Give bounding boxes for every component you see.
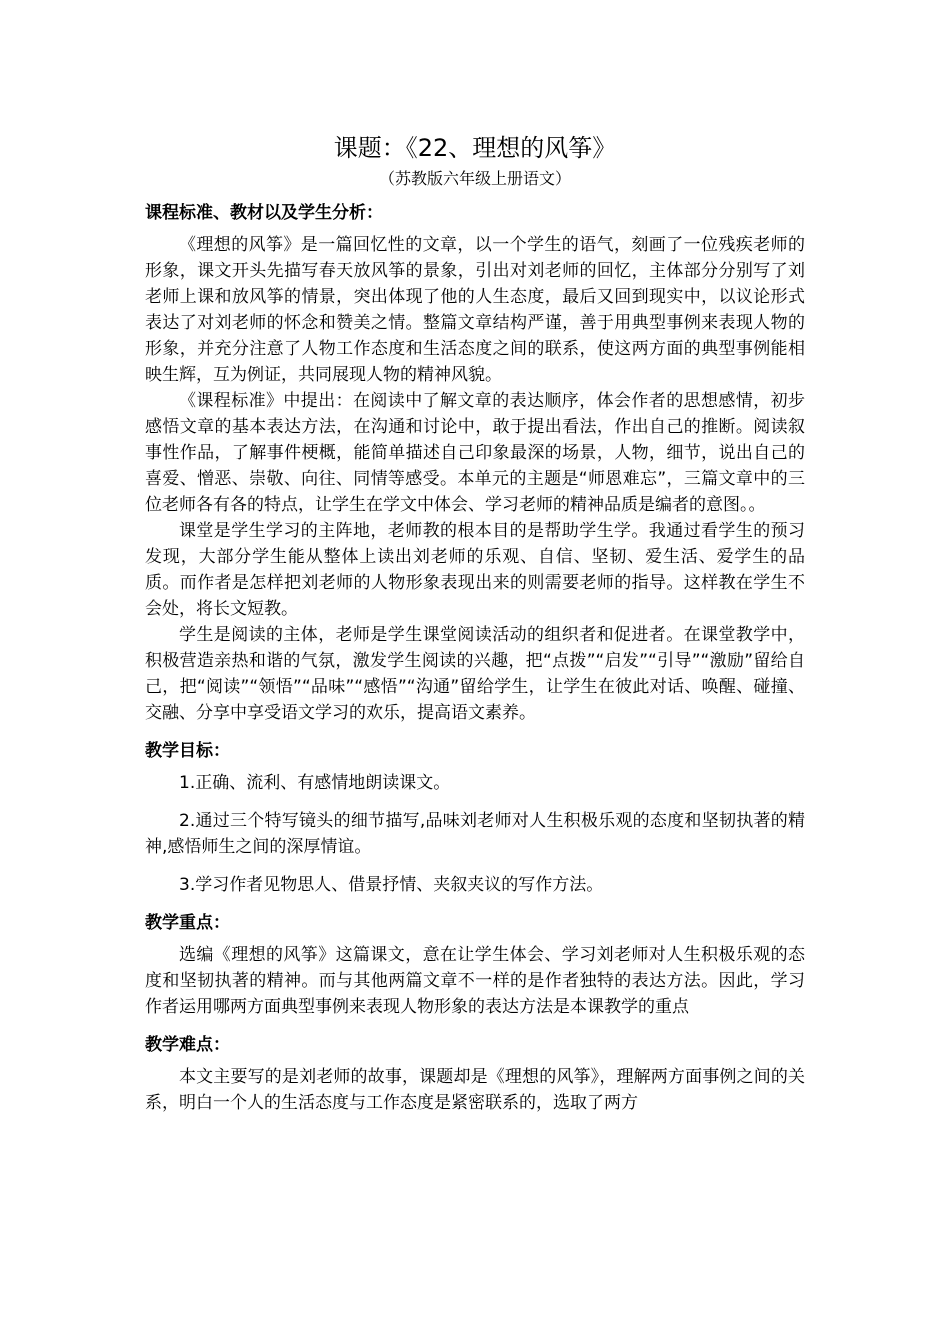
analysis-paragraph-4: 学生是阅读的主体，老师是学生课堂阅读活动的组织者和促进者。在课堂教学中，积极营造亲热和谐的气氛，激发学生阅读的兴趣，把“点拨”“启发”“引导”“激励”留给自己，把“阅读”“领悟”“品味”“感悟”“沟通”留给学生，让学生在彼此对话、唤醒、碰撞、交融、分享中享受语文学习的欢乐，提高语文素养。 [145,625,805,723]
document-subtitle: （苏教版六年级上册语文） [378,169,571,188]
analysis-paragraph-3: 课堂是学生学习的主阵地，老师教的根本目的是帮助学生学。我通过看学生的预习发现，大部分学生能从整体上读出刘老师的乐观、自信、坚韧、爱生活、爱学生的品质。而作者是怎样把刘老师的人物形象表现出来的则需要老师的指导。这样教在学生不会处，将长文短教。 [145,521,805,619]
goal-item-2: 2.通过三个特写镜头的细节描写,品味刘老师对人生积极乐观的态度和坚韧执著的精神,感悟师生之间的深厚情谊。 [145,811,805,857]
analysis-heading: 课程标准、教材以及学生分析： [145,203,383,223]
difficulties-heading: 教学难点： [145,1035,230,1055]
goals-heading: 教学目标： [145,741,230,761]
document-page [145,130,805,1116]
goal-item-3: 3.学习作者见物思人、借景抒情、夹叙夹议的写作方法。 [179,875,604,895]
analysis-paragraph-2: 《课程标准》中提出：在阅读中了解文章的表达顺序，体会作者的思想感情，初步感悟文章的基本表达方法，在沟通和讨论中，敢于提出看法，作出自己的推断。阅读叙事性作品，了解事件梗概，能简单描述自己印象最深的场景，人物，细节，说出自己的喜爱、憎恶、崇敬、向往、同情等感受。本单元的主题是“师恩难忘”，三篇文章中的三位老师各有各的特点，让学生在学文中体会、学习老师的精神品质是编者的意图。。 [145,391,805,515]
analysis-paragraph-1: 《理想的风筝》是一篇回忆性的文章，以一个学生的语气，刻画了一位残疾老师的形象，课文开头先描写春天放风筝的景象，引出对刘老师的回忆，主体部分分别写了刘老师上课和放风筝的情景，突出体现了他的人生态度，最后又回到现实中，以议论形式表达了对刘老师的怀念和赞美之情。整篇文章结构严谨，善于用典型事例来表现人物的形象，并充分注意了人物工作态度和生活态度之间的联系，使这两方面的典型事例能相映生辉，互为例证，共同展现人物的精神风貌。 [145,235,805,385]
goal-item-1: 1.正确、流利、有感情地朗读课文。 [179,773,451,793]
document-title: 课题：《22、理想的风筝》 [333,134,617,162]
key-points-text: 选编《理想的风筝》这篇课文，意在让学生体会、学习刘老师对人生积极乐观的态度和坚韧执著的精神。而与其他两篇文章不一样的是作者独特的表达方法。因此，学习作者运用哪两方面典型事例来表现人物形象的表达方法是本课教学的重点 [145,945,805,1017]
difficulties-text: 本文主要写的是刘老师的故事，课题却是《理想的风筝》，理解两方面事例之间的关系，明白一个人的生活态度与工作态度是紧密联系的，选取了两方 [145,1067,805,1113]
key-points-heading: 教学重点： [145,913,230,933]
